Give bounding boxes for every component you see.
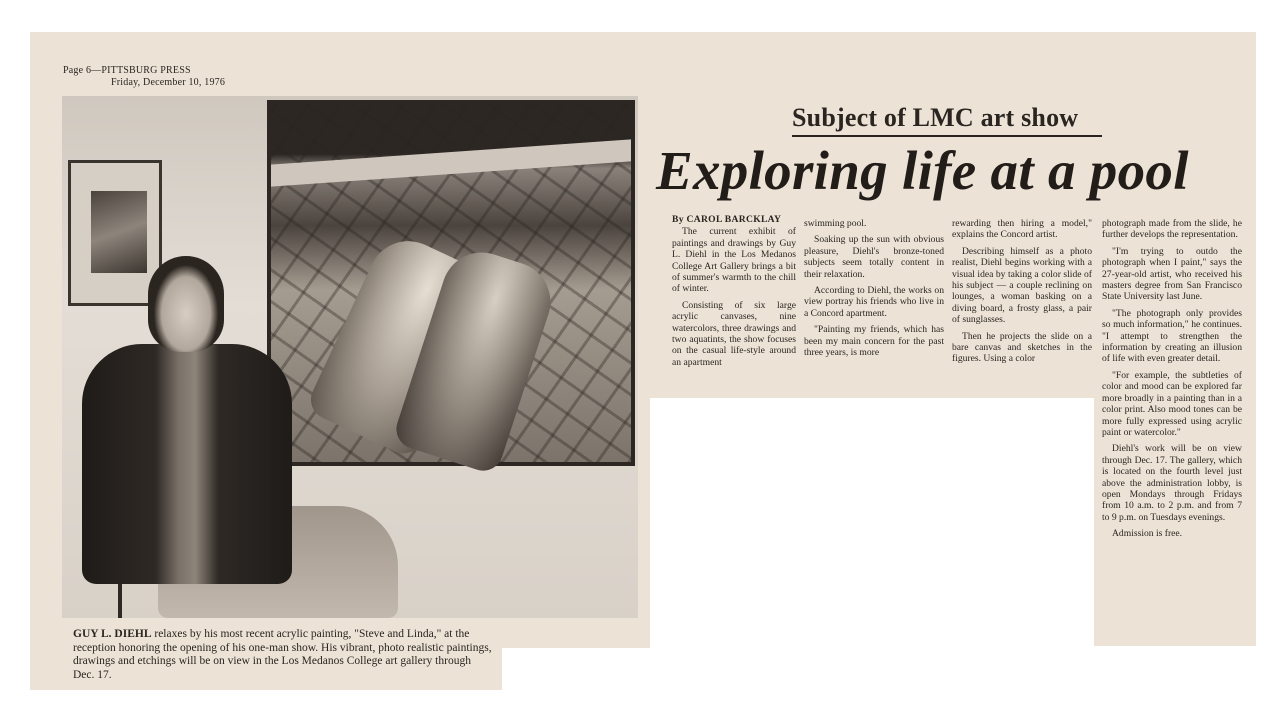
paragraph: The current exhibit of paintings and drawings by Guy L. Diehl in the Los Medanos College Art Gallery brings a bit of summer's warmth to the chill of winter. bbox=[672, 226, 796, 295]
paragraph: "The photograph only provides so much information," he continues. "I attempt to strengthen the information by creating an illusion of life with even greater detail. bbox=[1102, 307, 1242, 365]
paragraph: "Painting my friends, which has been my main concern for the past three years, is more bbox=[804, 324, 944, 359]
masthead-page: Page 6—PITTSBURG PRESS bbox=[63, 65, 191, 76]
byline: By CAROL BARCKLAY bbox=[672, 214, 782, 225]
photo-caption bbox=[73, 628, 493, 682]
paragraph: "I'm trying to outdo the photograph when I paint," says the 27-year-old artist, who received his masters degree from San Francisco State University last June. bbox=[1102, 245, 1242, 303]
paragraph: Soaking up the sun with obvious pleasure, Diehl's bronze-toned subjects seem totally content in their relaxation. bbox=[804, 234, 944, 280]
paragraph: swimming pool. bbox=[804, 218, 867, 229]
paragraph: According to Diehl, the works on view portray his friends who live in a Concord apartment. bbox=[804, 285, 944, 319]
kicker-headline: Subject of LMC art show bbox=[792, 103, 1102, 137]
paragraph: photograph made from the slide, he further develops the representation. bbox=[1102, 218, 1242, 241]
article-column-2 bbox=[804, 218, 944, 363]
paragraph: Consisting of six large acrylic canvases, nine watercolors, three drawings and two aquatints, the show focuses on the casual life-style around an apartment bbox=[672, 299, 796, 368]
paragraph: Admission is free. bbox=[1112, 528, 1183, 540]
caption-text: relaxes by his most recent acrylic painting, "Steve and Linda," at the reception honoring the opening of his one-man show. His vibrant, photo realistic paintings, drawings and etchings will be on view in the Los Medanos College art gallery through Dec. 17. bbox=[73, 628, 492, 681]
article-column-4 bbox=[1102, 218, 1242, 545]
paragraph: Diehl's work will be on view through Dec. 17. The gallery, which is located on the fourth level just above the administration lobby, is open Mondays through Fridays from 10 a.m. to 2 p.m. and from 7 to 9 p.m. on Tuesdays evenings. bbox=[1102, 443, 1242, 523]
masthead bbox=[63, 65, 225, 89]
paragraph: Describing himself as a photo realist, Diehl begins working with a visual idea by taking a color slide of his subject — a couple reclining on lounges, a woman basking on a diving board, a frosty glass, a pair of sunglasses. bbox=[952, 245, 1092, 326]
paragraph: Then he projects the slide on a bare canvas and sketches in the figures. Using a color bbox=[952, 330, 1092, 365]
paragraph: rewarding then hiring a model," explains the Concord artist. bbox=[952, 218, 1092, 241]
article-column-3 bbox=[952, 218, 1092, 370]
caption-lead: GUY L. DIEHL bbox=[73, 628, 152, 640]
artist-portrait bbox=[78, 256, 338, 618]
masthead-date: Friday, December 10, 1976 bbox=[111, 77, 226, 88]
article-column-1 bbox=[672, 214, 796, 373]
paragraph: "For example, the subtleties of color and mood can be explored far more broadly in a painting than in a color print. Also mood tones can be more fully expressed using acrylic paint or watercolor." bbox=[1102, 369, 1242, 438]
photo bbox=[62, 96, 638, 618]
headline: Exploring life at a pool bbox=[656, 140, 1189, 201]
